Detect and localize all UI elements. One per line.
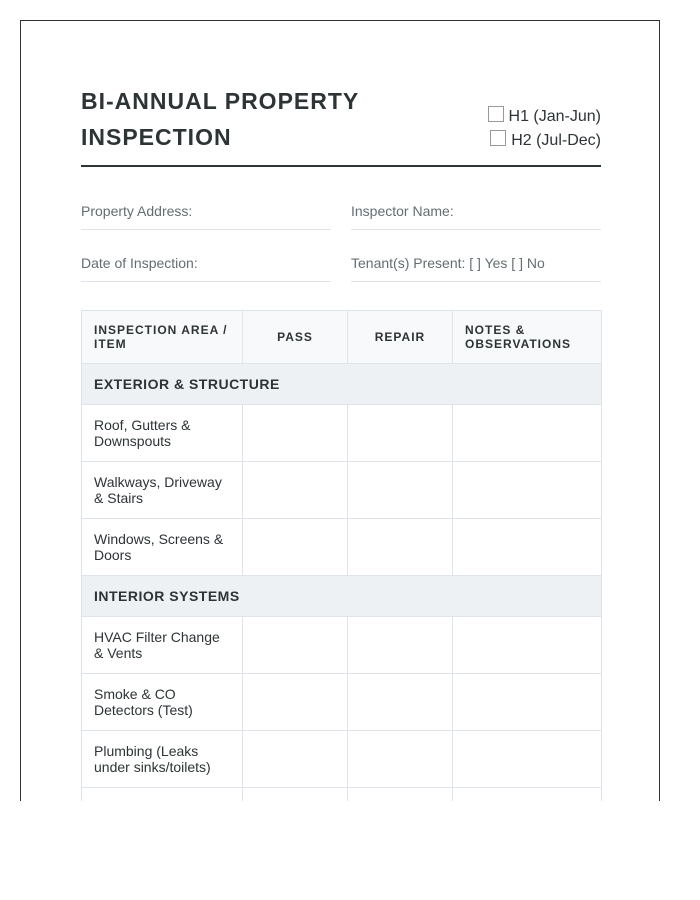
pass-cell[interactable] [243, 462, 348, 519]
period-selector [401, 105, 601, 153]
header-notes: NOTES & OBSERVATIONS [453, 311, 602, 364]
repair-cell[interactable] [348, 405, 453, 462]
pass-cell[interactable] [243, 788, 348, 802]
section-title: INTERIOR SYSTEMS [82, 576, 602, 617]
item-label: Smoke & CO Detectors (Test) [82, 674, 243, 731]
section-row-exterior [82, 364, 602, 405]
section-row-interior [82, 576, 602, 617]
pass-cell[interactable] [243, 617, 348, 674]
repair-cell[interactable] [348, 731, 453, 788]
h1-label: H1 (Jan-Jun) [508, 108, 601, 125]
tenants-present-field[interactable] [351, 241, 601, 282]
repair-cell[interactable] [348, 788, 453, 802]
inspector-name-field[interactable] [351, 189, 601, 230]
notes-cell[interactable] [453, 788, 602, 802]
repair-cell[interactable] [348, 674, 453, 731]
table-row [82, 731, 602, 788]
date-of-inspection-label: Date of Inspection: [81, 255, 198, 271]
inspection-table [81, 310, 602, 801]
h2-checkbox[interactable] [490, 130, 506, 146]
notes-cell[interactable] [453, 462, 602, 519]
section-title: EXTERIOR & STRUCTURE [82, 364, 602, 405]
pass-cell[interactable] [243, 674, 348, 731]
repair-cell[interactable] [348, 462, 453, 519]
table-row [82, 405, 602, 462]
repair-cell[interactable] [348, 617, 453, 674]
header-repair: REPAIR [348, 311, 453, 364]
notes-cell[interactable] [453, 617, 602, 674]
item-label: Roof, Gutters & Downspouts [82, 405, 243, 462]
property-address-field[interactable] [81, 189, 331, 230]
table-header-row [82, 311, 602, 364]
item-label: Plumbing (Leaks under sinks/toilets) [82, 731, 243, 788]
pass-cell[interactable] [243, 519, 348, 576]
notes-cell[interactable] [453, 519, 602, 576]
table-row [82, 674, 602, 731]
tenants-present-label: Tenant(s) Present: [ ] Yes [ ] No [351, 255, 545, 271]
header-inspection-area: INSPECTION AREA / ITEM [82, 311, 243, 364]
h1-checkbox[interactable] [488, 106, 504, 122]
period-option-h2[interactable] [490, 132, 601, 149]
notes-cell[interactable] [453, 674, 602, 731]
notes-cell[interactable] [453, 731, 602, 788]
table-row [82, 788, 602, 802]
inspector-name-label: Inspector Name: [351, 203, 454, 219]
property-address-label: Property Address: [81, 203, 193, 219]
date-of-inspection-field[interactable] [81, 241, 331, 282]
item-label: HVAC Filter Change & Vents [82, 617, 243, 674]
repair-cell[interactable] [348, 519, 453, 576]
table-row [82, 519, 602, 576]
inspection-form-page [20, 20, 660, 801]
header-pass: PASS [243, 311, 348, 364]
item-label: Walkways, Driveway & Stairs [82, 462, 243, 519]
h2-label: H2 (Jul-Dec) [511, 132, 601, 149]
form-header [81, 77, 601, 167]
period-option-h1[interactable] [488, 108, 601, 125]
pass-cell[interactable] [243, 731, 348, 788]
table-row [82, 617, 602, 674]
item-label: Windows, Screens & Doors [82, 519, 243, 576]
table-row [82, 462, 602, 519]
pass-cell[interactable] [243, 405, 348, 462]
form-title: BI-ANNUAL PROPERTY INSPECTION [81, 88, 359, 150]
notes-cell[interactable] [453, 405, 602, 462]
item-label [82, 788, 243, 802]
